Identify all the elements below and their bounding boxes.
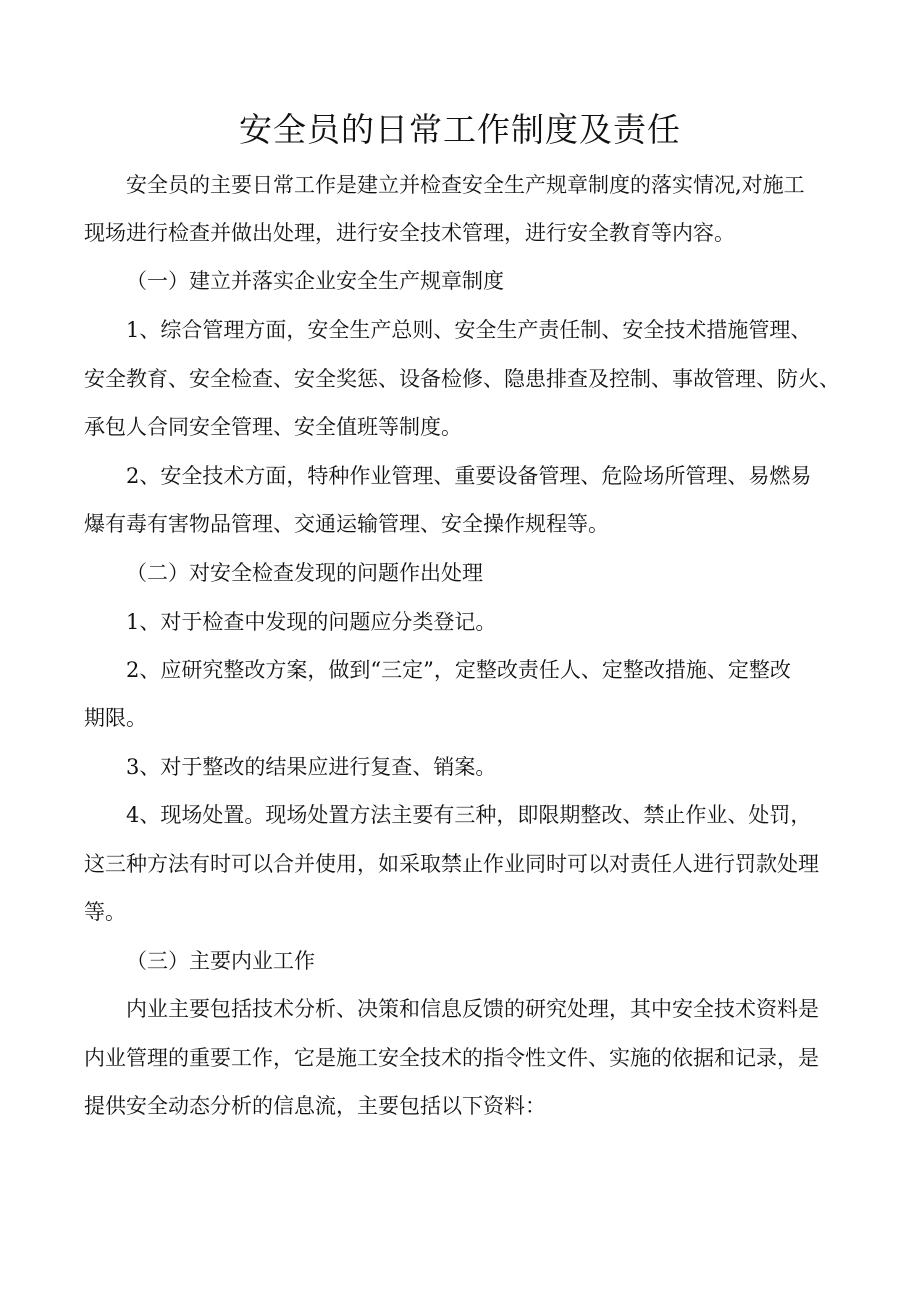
section-heading: （三）主要内业工作 (126, 949, 315, 973)
body-line: 2、安全技术方面，特种作业管理、重要设备管理、危险场所管理、易燃易 (126, 464, 812, 488)
body-line: 内业管理的重要工作，它是施工安全技术的指令性文件、实施的依据和记录，是 (84, 1046, 819, 1070)
body-line: 现场进行检查并做出处理，进行安全技术管理，进行安全教育等内容。 (84, 221, 735, 245)
body-line: 安全员的主要日常工作是建立并检查安全生产规章制度的落实情况,对施工 (126, 173, 805, 197)
body-line: 等。 (84, 900, 126, 924)
body-line: 提供安全动态分析的信息流，主要包括以下资料： (84, 1094, 546, 1118)
section-heading: （一）建立并落实企业安全生产规章制度 (126, 269, 504, 293)
document-title: 安全员的日常工作制度及责任 (239, 110, 681, 149)
body-line: 这三种方法有时可以合并使用，如采取禁止作业同时可以对责任人进行罚款处理 (84, 852, 819, 876)
body-line: 安全教育、安全检查、安全奖惩、设备检修、隐患排查及控制、事故管理、防火、 (84, 367, 840, 391)
section-heading: （二）对安全检查发现的问题作出处理 (126, 561, 483, 585)
body-line: 2、应研究整改方案，做到“三定”，定整改责任人、定整改措施、定整改 (126, 658, 791, 682)
body-line: 承包人合同安全管理、安全值班等制度。 (84, 415, 462, 439)
body-line: 3、对于整改的结果应进行复查、销案。 (126, 755, 497, 779)
body-line: 内业主要包括技术分析、决策和信息反馈的研究处理，其中安全技术资料是 (126, 997, 819, 1021)
body-line: 1、对于检查中发现的问题应分类登记。 (126, 610, 497, 634)
body-line: 1、综合管理方面，安全生产总则、安全生产责任制、安全技术措施管理、 (126, 318, 812, 342)
body-line: 期限。 (84, 706, 147, 730)
body-line: 4、现场处置。现场处置方法主要有三种，即限期整改、禁止作业、处罚， (126, 803, 812, 827)
body-line: 爆有毒有害物品管理、交通运输管理、安全操作规程等。 (84, 512, 609, 536)
